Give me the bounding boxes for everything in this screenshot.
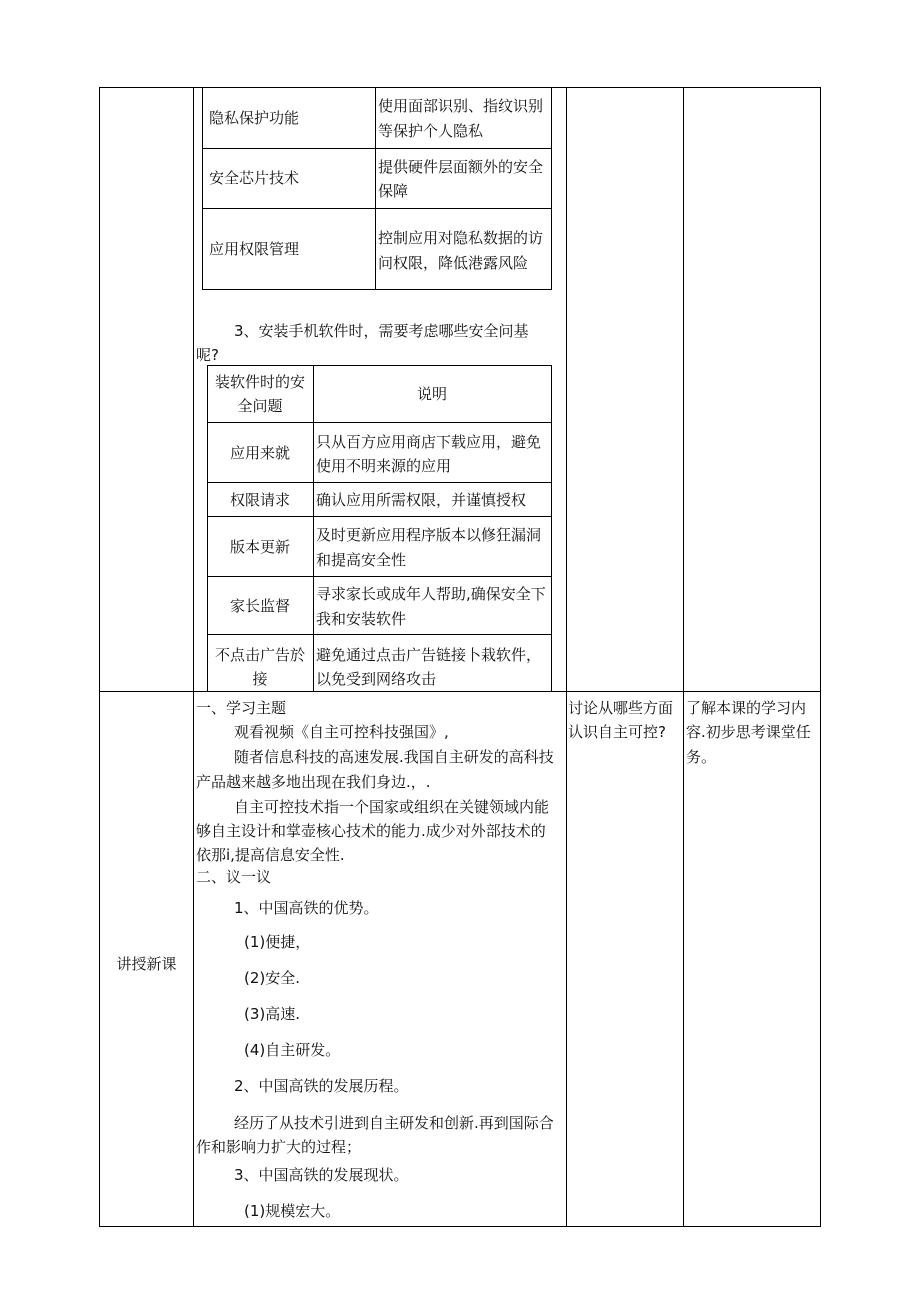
question-3-cont: 呢? bbox=[196, 346, 219, 364]
t2-row-line bbox=[207, 422, 552, 423]
question-3: 3、安装手机软件时，需要考虑哪些安全问基 bbox=[234, 322, 529, 340]
paragraph-line: 产品越来越多地出现在我们身边.，. bbox=[196, 773, 431, 791]
t2-row-line bbox=[207, 634, 552, 635]
feature-desc: 保障 bbox=[378, 182, 409, 200]
t1-row-line-2 bbox=[202, 208, 552, 209]
t2-header-issue: 装软件时的安 bbox=[214, 373, 305, 391]
desc-cell: 只从百方应用商店下载应用，避免 bbox=[316, 433, 542, 451]
desc-cell: 以免受到网络攻击 bbox=[316, 670, 437, 688]
paragraph-line: 随者信息科技的高速发展.我国自主研发的高科技 bbox=[234, 748, 554, 766]
question-1: 1、中国高铁的优势。 bbox=[234, 899, 379, 917]
feature-name: 应用权限管理 bbox=[209, 240, 300, 258]
heading-discuss: 二、议一议 bbox=[196, 868, 272, 886]
outer-border-right bbox=[820, 87, 821, 1227]
outer-border-left bbox=[99, 87, 100, 1227]
paragraph-line: 经历了从技术引进到自主研发和创新.再到国际合 bbox=[234, 1114, 554, 1132]
issue-cell: 不点击广告於 bbox=[214, 646, 305, 664]
advantage-item: (1)便捷， bbox=[244, 933, 311, 951]
stage-label: 讲授新课 bbox=[116, 955, 177, 973]
design-intent: 务。 bbox=[686, 748, 717, 766]
feature-name: 隐私保护功能 bbox=[209, 109, 300, 127]
heading-study-topic: 一、学习主题 bbox=[196, 699, 287, 717]
design-intent: 容.初步思考课堂任 bbox=[686, 723, 811, 741]
issue-cell: 版本更新 bbox=[229, 538, 290, 556]
desc-cell: 及时更新应用程序版本以修狂漏洞 bbox=[316, 526, 542, 544]
issue-cell: 家长监督 bbox=[229, 597, 290, 615]
feature-desc: 控制应用对隐私数据的访 bbox=[378, 229, 544, 247]
t2-row-line bbox=[207, 516, 552, 517]
desc-cell: 避免通过点击广告链接卜栽软件， bbox=[316, 646, 542, 664]
question-3-status: 3、中国高铁的发展现状。 bbox=[234, 1166, 409, 1184]
feature-desc: 问权限，降低港露风险 bbox=[378, 254, 529, 272]
design-intent: 了解本课的学习内 bbox=[686, 699, 807, 717]
issue-cell: 应用来就 bbox=[229, 444, 290, 462]
desc-cell: 我和安装软件 bbox=[316, 610, 407, 628]
paragraph-line: 作和影响力扩大的过程； bbox=[196, 1138, 362, 1156]
desc-cell: 寻求家长或成年人帮助,确保安全下 bbox=[316, 585, 546, 603]
t1-right-border bbox=[551, 87, 552, 290]
status-item: (1)规模宏大。 bbox=[244, 1202, 341, 1220]
t2-right-border bbox=[551, 365, 552, 692]
advantage-item: (3)高速. bbox=[244, 1005, 301, 1023]
issue-cell: 权限请求 bbox=[229, 491, 290, 509]
t1-bottom-border bbox=[202, 289, 552, 290]
outer-border-top bbox=[99, 87, 821, 88]
t2-header-desc: 说明 bbox=[416, 385, 447, 403]
advantage-item: (4)自主研发。 bbox=[244, 1041, 341, 1059]
t1-left-border bbox=[202, 87, 203, 290]
paragraph-line: 依那i,提高信息安全性. bbox=[196, 846, 345, 864]
t1-row-line-1 bbox=[202, 148, 552, 149]
col-divider-3 bbox=[683, 87, 684, 1227]
feature-desc: 提供硬件层面额外的安全 bbox=[378, 158, 544, 176]
desc-cell: 确认应用所需权限，并谨慎授权 bbox=[316, 491, 527, 509]
question-2: 2、中国高铁的发展历程。 bbox=[234, 1077, 409, 1095]
t1-mid-border bbox=[375, 87, 376, 290]
t2-mid-border bbox=[313, 365, 314, 692]
feature-desc: 等保护个人隐私 bbox=[378, 122, 484, 140]
student-activity: 认识自主可控? bbox=[568, 723, 666, 741]
t2-header-issue: 全问题 bbox=[237, 397, 283, 415]
feature-desc: 使用面部识别、指纹识别 bbox=[378, 97, 544, 115]
feature-name: 安全芯片技术 bbox=[209, 169, 300, 187]
desc-cell: 使用不明来源的应用 bbox=[316, 457, 452, 475]
t2-row-line bbox=[207, 576, 552, 577]
student-activity: 讨论从哪些方面 bbox=[568, 699, 674, 717]
paragraph-line: 自主可控技术指一个国家或组织在关键领域内能 bbox=[234, 798, 550, 816]
issue-cell: 接 bbox=[252, 670, 268, 688]
t2-row-line bbox=[207, 482, 552, 483]
advantage-item: (2)安全. bbox=[244, 969, 301, 987]
desc-cell: 和提高安全性 bbox=[316, 551, 407, 569]
paragraph-line: 够自主设计和掌壶核心技术的能力.成少对外部技术的 bbox=[196, 822, 546, 840]
col-divider-2 bbox=[566, 87, 567, 1227]
col-divider-1 bbox=[193, 87, 194, 1227]
outer-border-bottom bbox=[99, 1226, 821, 1227]
t2-top-border bbox=[207, 365, 552, 366]
video-line: 观看视频《自主可控科技强国》, bbox=[234, 723, 449, 741]
